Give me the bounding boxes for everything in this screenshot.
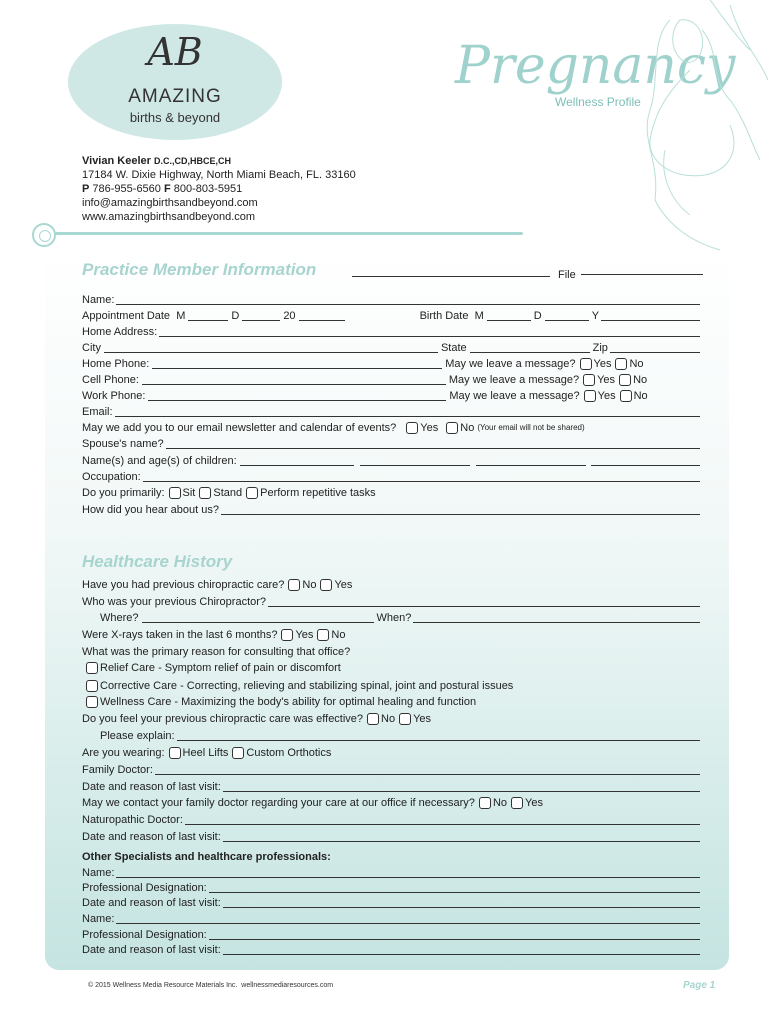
newsletter-label: May we add you to our email newsletter and calendar of events? (82, 422, 397, 434)
occupation-label: Occupation: (82, 471, 141, 483)
doctor-credentials: D.C.,CD,HBCE,CH (153, 156, 231, 166)
xrays-label: Were X-rays taken in the last 6 months? (82, 629, 278, 641)
when-label: When? (376, 612, 412, 624)
child-2-input[interactable] (360, 454, 470, 466)
naturopathic-label: Naturopathic Doctor: (82, 814, 183, 826)
contact-doc-no-checkbox[interactable] (479, 797, 491, 809)
who-label: Who was your previous Chiropractor? (82, 596, 267, 608)
contact-block (82, 154, 356, 224)
specialist-2-visit-input[interactable] (223, 943, 700, 955)
specialist-2-visit-label: Date and reason of last visit: (82, 944, 221, 956)
phone: 786-955-6560 (92, 183, 161, 195)
page-number: Page 1 (683, 980, 716, 991)
work-msg-label: May we leave a message? (449, 390, 580, 402)
corrective-row (82, 678, 702, 694)
child-3-input[interactable] (476, 454, 586, 466)
corrective-checkbox[interactable] (86, 680, 98, 692)
home-address-label: Home Address: (82, 326, 158, 338)
xrays-no-checkbox[interactable] (317, 629, 329, 641)
no-label: No (492, 797, 507, 809)
cell-phone-input[interactable] (142, 373, 446, 385)
family-visit-row (82, 779, 702, 795)
relief-checkbox[interactable] (86, 662, 98, 674)
yes-label: Yes (334, 579, 353, 591)
section-underline (352, 276, 550, 277)
no-label: No (302, 579, 317, 591)
copyright: © 2015 Wellness Media Resource Materials Inc. (88, 982, 238, 989)
naturo-visit-label: Date and reason of last visit: (82, 831, 221, 843)
yes-label: Yes (295, 629, 314, 641)
specialist-1-visit-label: Date and reason of last visit: (82, 897, 221, 909)
cell-phone-label: Cell Phone: (82, 374, 139, 386)
specialist-2-designation-label: Professional Designation: (82, 929, 207, 941)
practice-section-title: Practice Member Information (82, 260, 317, 279)
effective-yes-checkbox[interactable] (399, 713, 411, 725)
wellness-row (82, 694, 702, 710)
appt-day-input[interactable] (242, 309, 280, 321)
doctor-name: Vivian Keeler (82, 155, 151, 167)
specialist-1-name-input[interactable] (116, 866, 700, 878)
repetitive-label: Perform repetitive tasks (260, 487, 376, 499)
logo-mark: AB (147, 30, 203, 74)
appt-label: Appointment Date (82, 310, 171, 322)
appt-year-input[interactable] (299, 309, 345, 321)
work-msg-no-checkbox[interactable] (620, 390, 632, 402)
effective-label: Do you feel your previous chiropractic care was effective? (82, 713, 364, 725)
specialist-2-designation-input[interactable] (209, 928, 700, 940)
specialist-2-designation-row (82, 927, 702, 943)
name-row (82, 292, 702, 308)
birth-month-label: M (474, 310, 484, 322)
prev-chiro-yes-checkbox[interactable] (320, 579, 332, 591)
state-label: State (440, 342, 467, 354)
home-address-input[interactable] (159, 325, 700, 337)
wellness-label: Wellness Care - Maximizing the body's ability for optimal healing and function (100, 696, 477, 708)
who-input[interactable] (268, 595, 700, 607)
repetitive-checkbox[interactable] (246, 487, 258, 499)
city-input[interactable] (104, 341, 438, 353)
family-doc-label: Family Doctor: (82, 764, 153, 776)
no-label: No (331, 629, 346, 641)
stand-checkbox[interactable] (199, 487, 211, 499)
who-row (82, 594, 702, 610)
footer (88, 982, 333, 989)
header-divider (45, 232, 523, 235)
footer-site[interactable]: wellnessmediaresources.com (241, 982, 334, 989)
home-phone-input[interactable] (152, 357, 442, 369)
work-phone-row (82, 388, 702, 404)
zip-input[interactable] (610, 341, 700, 353)
divider-ring (32, 223, 56, 247)
name-label: Name: (82, 294, 115, 306)
home-phone-row (82, 356, 702, 372)
no-label: No (633, 390, 648, 402)
city-row (82, 340, 702, 356)
naturopathic-input[interactable] (185, 813, 700, 825)
appt-year-label: 20 (283, 310, 296, 322)
contact-doc-yes-checkbox[interactable] (511, 797, 523, 809)
no-label: No (381, 713, 396, 725)
specialist-2-visit-row (82, 942, 702, 958)
website[interactable]: www.amazingbirthsandbeyond.com (82, 211, 256, 223)
children-label: Name(s) and age(s) of children: (82, 455, 237, 467)
child-4-input[interactable] (591, 454, 700, 466)
specialist-2-name-label: Name: (82, 913, 115, 925)
specialist-2-name-row (82, 911, 702, 927)
wearing-row (82, 745, 702, 761)
sit-checkbox[interactable] (169, 487, 181, 499)
health-section-title: Healthcare History (82, 552, 233, 571)
contact-email[interactable]: info@amazingbirthsandbeyond.com (82, 197, 258, 209)
prev-chiro-row (82, 577, 702, 593)
zip-label: Zip (592, 342, 608, 354)
no-label: No (629, 358, 644, 370)
family-visit-label: Date and reason of last visit: (82, 781, 221, 793)
hear-input[interactable] (221, 503, 700, 515)
cell-phone-row (82, 372, 702, 388)
naturopathic-row (82, 812, 702, 828)
specialist-1-name-label: Name: (82, 867, 115, 879)
phone-label: P (82, 183, 90, 195)
specialist-1-designation-label: Professional Designation: (82, 882, 207, 894)
page-title: Pregnancy (455, 36, 736, 96)
where-input[interactable] (142, 611, 374, 623)
appt-month-label: M (176, 310, 186, 322)
primarily-label: Do you primarily: (82, 487, 165, 499)
specialist-1-designation-row (82, 880, 702, 896)
heel-lifts-checkbox[interactable] (169, 747, 181, 759)
home-msg-yes-checkbox[interactable] (580, 358, 592, 370)
file-input-line[interactable] (581, 264, 703, 275)
children-row (82, 453, 702, 469)
page-subtitle: Wellness Profile (555, 95, 641, 109)
birth-day-label: D (533, 310, 542, 322)
newsletter-note: (Your email will not be shared) (477, 423, 585, 432)
appt-month-input[interactable] (188, 309, 228, 321)
occupation-row (82, 469, 702, 485)
specialist-1-visit-input[interactable] (223, 896, 700, 908)
appointment-row (82, 308, 702, 324)
when-input[interactable] (413, 611, 700, 623)
city-label: City (82, 342, 101, 354)
contact-doc-row (82, 795, 702, 811)
naturo-visit-input[interactable] (223, 830, 700, 842)
address-row (82, 324, 702, 340)
logo-name: AMAZING (128, 86, 222, 107)
yes-label: Yes (597, 374, 616, 386)
specialist-1-designation-input[interactable] (209, 881, 700, 893)
name-input[interactable] (116, 293, 700, 305)
cell-msg-yes-checkbox[interactable] (583, 374, 595, 386)
no-label: No (633, 374, 648, 386)
yes-label: Yes (593, 358, 612, 370)
reason-label: What was the primary reason for consulting that office? (82, 646, 351, 658)
home-msg-label: May we leave a message? (445, 358, 576, 370)
xrays-row (82, 627, 702, 643)
newsletter-row (82, 420, 702, 436)
fax-label: F (163, 183, 171, 195)
hear-label: How did you hear about us? (82, 504, 219, 516)
prev-chiro-no-checkbox[interactable] (288, 579, 300, 591)
family-visit-input[interactable] (223, 780, 700, 792)
fax: 800-803-5951 (173, 183, 243, 195)
xrays-yes-checkbox[interactable] (281, 629, 293, 641)
work-phone-label: Work Phone: (82, 390, 146, 402)
spouse-input[interactable] (166, 437, 700, 449)
relief-label: Relief Care - Symptom relief of pain or discomfort (100, 662, 341, 674)
specialist-1-name-row (82, 865, 702, 881)
effective-row (82, 711, 702, 727)
file-label: File (558, 269, 576, 281)
occupation-input[interactable] (143, 470, 700, 482)
no-label: No (460, 422, 475, 434)
hear-row (82, 502, 702, 518)
stand-label: Stand (213, 487, 243, 499)
wearing-label: Are you wearing: (82, 747, 165, 759)
address: 17184 W. Dixie Highway, North Miami Beach, FL. 33160 (82, 169, 356, 181)
relief-row (82, 660, 702, 676)
explain-input[interactable] (177, 729, 700, 741)
appt-day-label: D (231, 310, 240, 322)
yes-label: Yes (597, 390, 616, 402)
sit-label: Sit (182, 487, 196, 499)
other-specialists-row (82, 849, 702, 865)
specialist-2-name-input[interactable] (116, 912, 700, 924)
logo-tagline: births & beyond (129, 110, 221, 125)
state-input[interactable] (470, 341, 590, 353)
effective-no-checkbox[interactable] (367, 713, 379, 725)
work-phone-input[interactable] (148, 389, 446, 401)
work-msg-yes-checkbox[interactable] (584, 390, 596, 402)
home-msg-no-checkbox[interactable] (615, 358, 627, 370)
birth-year-label: Y (591, 310, 600, 322)
child-1-input[interactable] (240, 454, 354, 466)
contact-doc-label: May we contact your family doctor regarding your care at our office if necessary? (82, 797, 475, 809)
wellness-checkbox[interactable] (86, 696, 98, 708)
birth-day-input[interactable] (545, 309, 589, 321)
email-label: Email: (82, 406, 113, 418)
file-field[interactable] (558, 264, 705, 281)
yes-label: Yes (525, 797, 543, 809)
yes-label: Yes (413, 713, 432, 725)
where-row (82, 610, 702, 626)
yes-label: Yes (420, 422, 439, 434)
spouse-row (82, 436, 702, 452)
orthotics-label: Custom Orthotics (246, 747, 332, 759)
prev-chiro-label: Have you had previous chiropractic care? (82, 579, 285, 591)
email-input[interactable] (115, 405, 700, 417)
birth-year-input[interactable] (601, 309, 700, 321)
reason-row (82, 644, 702, 660)
orthotics-checkbox[interactable] (232, 747, 244, 759)
heel-lifts-label: Heel Lifts (182, 747, 229, 759)
spouse-label: Spouse's name? (82, 438, 164, 450)
other-specialists-heading: Other Specialists and healthcare professionals: (82, 851, 331, 863)
specialist-1-visit-row (82, 895, 702, 911)
pregnant-woman-illustration (610, 0, 770, 260)
explain-label: Please explain: (100, 730, 175, 742)
naturo-visit-row (82, 829, 702, 845)
family-doc-row (82, 762, 702, 778)
corrective-label: Corrective Care - Correcting, relieving and stabilizing spinal, joint and postural issues (100, 680, 514, 692)
primarily-row (82, 485, 702, 501)
email-row (82, 404, 702, 420)
cell-msg-no-checkbox[interactable] (619, 374, 631, 386)
newsletter-yes-checkbox[interactable] (406, 422, 418, 434)
birth-month-input[interactable] (487, 309, 531, 321)
home-phone-label: Home Phone: (82, 358, 150, 370)
birth-date-label: Birth Date (419, 310, 469, 322)
where-label: Where? (100, 612, 139, 624)
family-doc-input[interactable] (155, 763, 700, 775)
explain-row (82, 728, 702, 744)
cell-msg-label: May we leave a message? (448, 374, 580, 386)
newsletter-no-checkbox[interactable] (446, 422, 458, 434)
